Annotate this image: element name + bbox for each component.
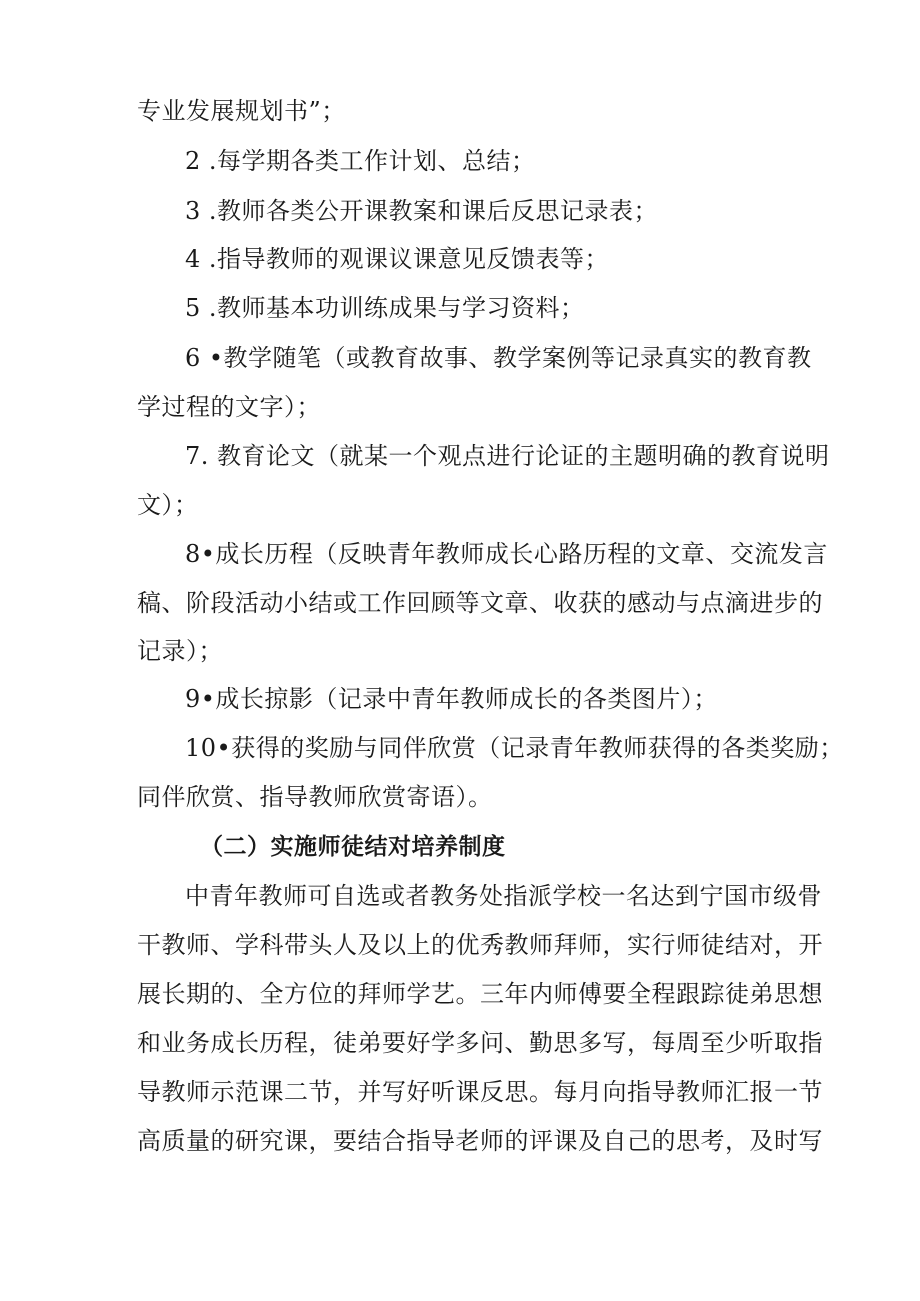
list-item: 9•成长掠影（记录中青年教师成长的各类图片）； xyxy=(185,685,718,713)
list-item: 8•成长历程（反映青年教师成长心路历程的文章、交流发言 xyxy=(185,540,828,568)
paragraph-line: 高质量的研究课，要结合指导老师的评课及自己的思考，及时写 xyxy=(137,1127,823,1155)
list-item: 7. 教育论文（就某一个观点进行论证的主题明确的教育说明 xyxy=(185,442,830,470)
list-item: 5 .教师基本功训练成果与学习资料； xyxy=(185,294,585,322)
text-line: 文）； xyxy=(137,491,199,519)
text-line: 专业发展规划书”； xyxy=(137,97,346,125)
section-heading: （二）实施师徒结对培养制度 xyxy=(200,834,506,860)
text-line: 记录）； xyxy=(137,637,223,665)
list-item: 10•获得的奖励与同伴欣赏（记录青年教师获得的各类奖励； xyxy=(185,734,844,762)
paragraph-line: 中青年教师可自选或者教务处指派学校一名达到宁国市级骨 xyxy=(185,882,822,910)
paragraph-line: 导教师示范课二节，并写好听课反思。每月向指导教师汇报一节 xyxy=(137,1078,823,1106)
text-line: 同伴欣赏、指导教师欣赏寄语）。 xyxy=(137,783,493,811)
list-item: 2 .每学期各类工作计划、总结； xyxy=(185,147,536,175)
text-line: 稿、阶段活动小结或工作回顾等文章、收获的感动与点滴进步的 xyxy=(137,589,823,617)
text-line: 学过程的文字）； xyxy=(137,393,321,421)
paragraph-line: 和业务成长历程，徒弟要好学多问、勤思多写，每周至少听取指 xyxy=(137,1029,823,1057)
list-item: 3 .教师各类公开课教案和课后反思记录表； xyxy=(185,197,659,225)
list-item: 6 •教学随笔（或教育故事、教学案例等记录真实的教育教 xyxy=(185,344,812,372)
paragraph-line: 干教师、学科带头人及以上的优秀教师拜师，实行师徒结对，开 xyxy=(137,931,823,959)
paragraph-line: 展长期的、全方位的拜师学艺。三年内师傅要全程跟踪徒弟思想 xyxy=(137,980,823,1008)
list-item: 4 .指导教师的观课议课意见反馈表等； xyxy=(185,245,610,273)
